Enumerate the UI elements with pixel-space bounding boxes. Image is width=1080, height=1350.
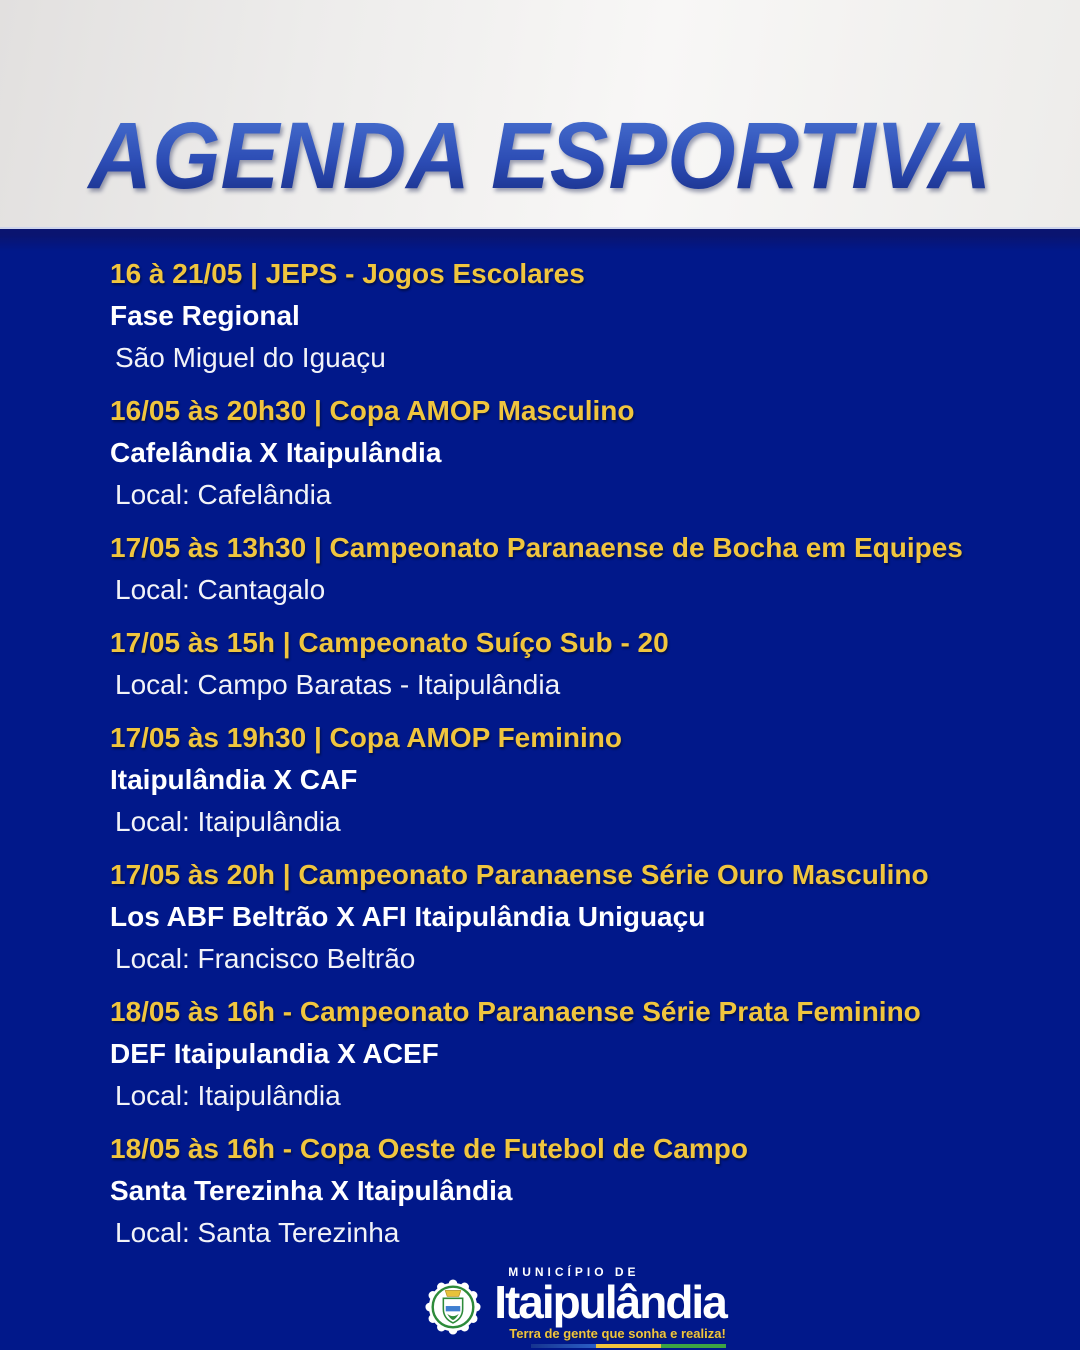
event-local: Local: Itaipulândia bbox=[115, 806, 341, 837]
event-heading: 17/05 às 20h | Campeonato Paranaense Série Ouro Masculino bbox=[110, 859, 929, 890]
page-title: AGENDA ESPORTIVA bbox=[79, 108, 1002, 227]
event-heading: 18/05 às 16h - Campeonato Paranaense Série Prata Feminino bbox=[110, 996, 921, 1027]
poster-body bbox=[0, 229, 1080, 1350]
event-local: Local: Francisco Beltrão bbox=[115, 943, 416, 974]
event-item bbox=[110, 717, 1040, 843]
event-item bbox=[110, 390, 1040, 516]
slogan-stripe bbox=[531, 1344, 726, 1348]
event-heading: 17/05 às 15h | Campeonato Suíço Sub - 20 bbox=[110, 627, 669, 658]
stripe-green-segment bbox=[661, 1344, 726, 1348]
slogan-block bbox=[509, 1326, 726, 1348]
municipal-coat-of-arms-icon bbox=[424, 1274, 482, 1340]
stripe-yellow-segment bbox=[596, 1344, 661, 1348]
municipio-label: MUNICÍPIO DE bbox=[508, 1265, 640, 1279]
event-list bbox=[110, 253, 1040, 1265]
event-local: Local: Campo Baratas - Itaipulândia bbox=[115, 669, 561, 700]
event-heading: 16 à 21/05 | JEPS - Jogos Escolares bbox=[110, 258, 585, 289]
footer-logo bbox=[110, 1265, 1040, 1350]
event-local: Local: Cantagalo bbox=[115, 574, 326, 605]
event-item bbox=[110, 1128, 1040, 1254]
event-match: Santa Terezinha X Itaipulândia bbox=[110, 1175, 513, 1206]
slogan-text: Terra de gente que sonha e realiza! bbox=[509, 1326, 726, 1341]
event-match: Cafelândia X Itaipulândia bbox=[110, 437, 442, 468]
event-item bbox=[110, 527, 1040, 611]
event-local: Local: Cafelândia bbox=[115, 479, 332, 510]
logo-lockup bbox=[494, 1265, 726, 1348]
event-match: DEF Itaipulandia X ACEF bbox=[110, 1038, 439, 1069]
event-heading: 17/05 às 19h30 | Copa AMOP Feminino bbox=[110, 722, 623, 753]
event-item bbox=[110, 253, 1040, 379]
event-heading: 17/05 às 13h30 | Campeonato Paranaense de Bocha em Equipes bbox=[110, 532, 963, 563]
event-local: São Miguel do Iguaçu bbox=[115, 342, 386, 373]
event-match: Fase Regional bbox=[110, 300, 300, 331]
event-item bbox=[110, 991, 1040, 1117]
event-item bbox=[110, 622, 1040, 706]
city-name: Itaipulândia bbox=[494, 1276, 726, 1328]
stripe-blue-segment bbox=[531, 1344, 596, 1348]
event-local: Local: Itaipulândia bbox=[115, 1080, 341, 1111]
event-item bbox=[110, 854, 1040, 980]
event-match: Los ABF Beltrão X AFI Itaipulândia Uniguaçu bbox=[110, 901, 706, 932]
poster-header bbox=[0, 0, 1080, 229]
event-heading: 18/05 às 16h - Copa Oeste de Futebol de Campo bbox=[110, 1133, 748, 1164]
event-heading: 16/05 às 20h30 | Copa AMOP Masculino bbox=[110, 395, 635, 426]
event-local: Local: Santa Terezinha bbox=[115, 1217, 400, 1248]
event-match: Itaipulândia X CAF bbox=[110, 764, 358, 795]
